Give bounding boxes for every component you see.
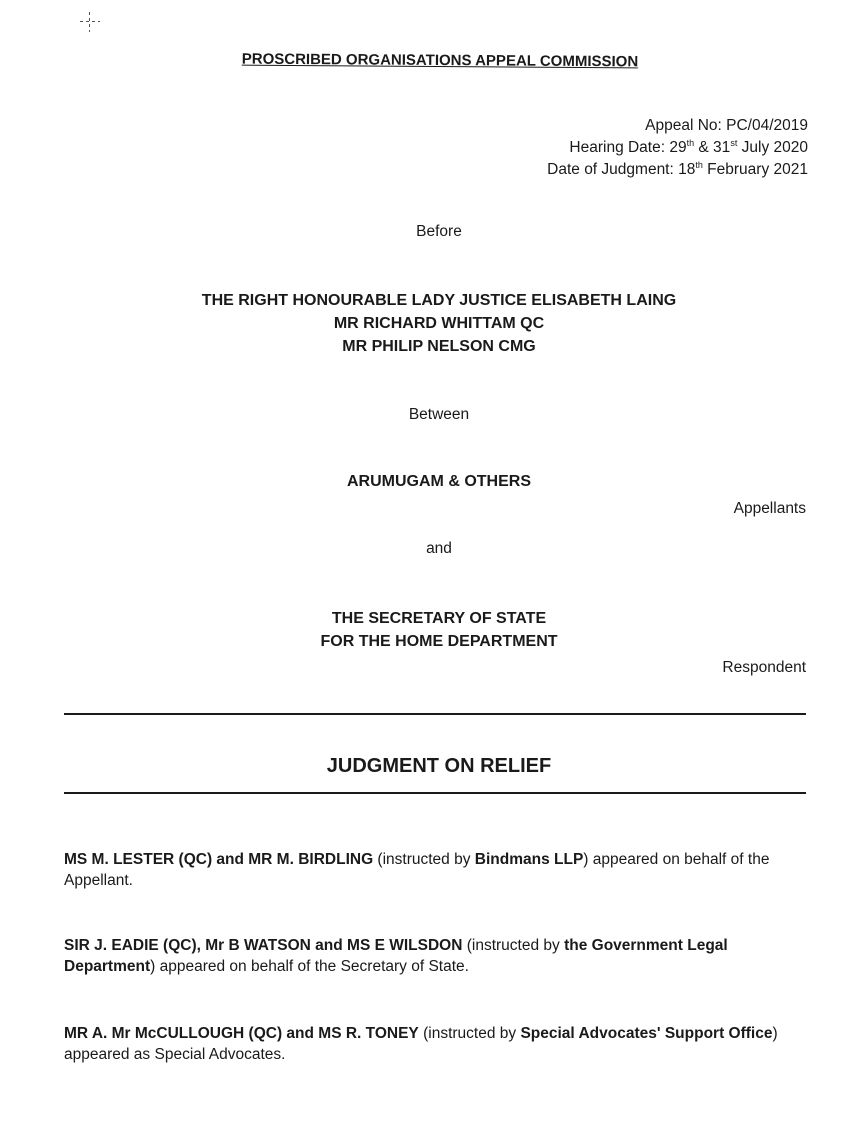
counsel-paragraph: SIR J. EADIE (QC), Mr B WATSON and MS E WILSDON (instructed by the Government Legal Department) appeared on behalf of the Secretary of State. (64, 937, 728, 975)
appellants-label: Appellants (733, 500, 806, 517)
between-label: Between (408, 406, 470, 423)
judge-name: MR RICHARD WHITTAM QC (333, 315, 545, 332)
commission-title: PROSCRIBED ORGANISATIONS APPEAL COMMISSION (241, 50, 639, 71)
judge-name: THE RIGHT HONOURABLE LADY JUSTICE ELISABETH LAING (201, 292, 677, 309)
counsel-paragraph: MR A. Mr McCULLOUGH (QC) and MS R. TONEY (instructed by Special Advocates' Support Office) appeared as Special Advocates. (64, 1025, 778, 1063)
divider-top (64, 713, 806, 715)
appellant-name: ARUMUGAM & OTHERS (347, 473, 531, 490)
respondent-label: Respondent (722, 659, 806, 676)
before-label: Before (416, 223, 462, 240)
counsel-paragraph: MS M. LESTER (QC) and MR M. BIRDLING (instructed by Bindmans LLP) appeared on behalf of the Appellant. (64, 851, 770, 889)
respondent-name: THE SECRETARY OF STATE FOR THE HOME DEPARTMENT (320, 610, 558, 650)
judge-name: MR PHILIP NELSON CMG (342, 338, 536, 355)
judgment-date: Date of Judgment: 18th February 2021 (547, 160, 808, 178)
judgment-heading: JUDGMENT ON RELIEF (326, 755, 552, 777)
appeal-number: Appeal No: PC/04/2019 (645, 117, 808, 134)
crop-mark-icon (80, 12, 100, 32)
case-reference-block (547, 115, 808, 181)
divider-bottom (64, 792, 806, 794)
hearing-date: Hearing Date: 29th & 31st July 2020 (569, 138, 808, 156)
and-label: and (426, 540, 452, 557)
judges-list (0, 289, 848, 358)
